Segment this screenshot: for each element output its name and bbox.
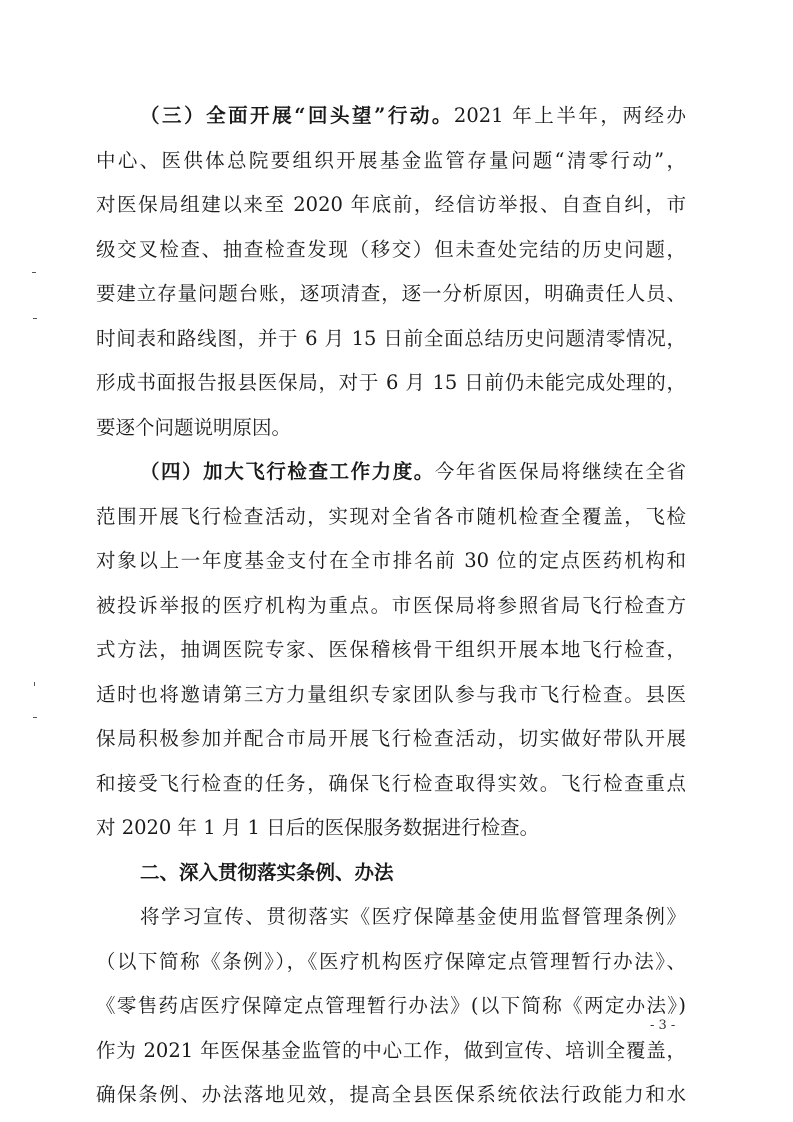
section-b-line-1: 将学习宣传、贯彻落实《医疗保障基金使用监督管理条例》 [140,905,686,928]
section3-line-5: 要建立存量问题台账，逐项清查，逐一分析原因，明确责任人员、 [96,282,686,305]
binding-mark [34,682,35,686]
section4-line-9: 对 2020 年 1 月 1 日后的医保服务数据进行检查。 [96,816,540,839]
section4-line-2: 范围开展飞行检查活动，实现对全省各市随机检查全覆盖，飞检 [96,505,686,528]
binding-mark [33,318,37,319]
section-b-line-5: 确保条例、办法落地见效，提高全县医保系统依法行政能力和水 [96,1083,686,1106]
section3-line-1 [140,103,686,129]
section3-line-8: 要逐个问题说明原因。 [96,416,292,439]
section3-text: 2021 年上半年，两经办 [453,104,687,127]
section-b-line-3: 《零售药店医疗保障定点管理暂行办法》(以下简称《两定办法》) [96,994,686,1017]
section-b-line-4: 作为 2021 年医保基金监管的中心工作，做到宣传、培训全覆盖， [96,1039,686,1062]
section4-line-5: 式方法，抽调医院专家、医保稽核骨干组织开展本地飞行检查， [96,638,686,661]
section4-lead: （四）加大飞行检查工作力度。 [140,460,435,483]
section4-line-6: 适时也将邀请第三方力量组织专家团队参与我市飞行检查。县医 [96,683,686,706]
section4-text: 今年省医保局将继续在全省 [434,460,686,483]
section4-line-3: 对象以上一年度基金支付在全市排名前 30 位的定点医药机构和 [96,549,686,572]
section3-line-4: 级交叉检查、抽查检查发现（移交）但未查处完结的历史问题， [96,238,686,261]
section4-line-7: 保局积极参加并配合市局开展飞行检查活动，切实做好带队开展 [96,727,686,750]
section4-line-1 [140,459,686,485]
binding-mark [32,272,36,273]
page-number: - 3 - [650,1018,676,1033]
section4-line-4: 被投诉举报的医疗机构为重点。市医保局将参照省局飞行检查方 [96,594,686,617]
binding-mark [33,717,37,718]
section3-line-2: 中心、医供体总院要组织开展基金监管存量问题“清零行动”， [96,149,686,172]
section3-line-7: 形成书面报告报县医保局，对于 6 月 15 日前仍未能完成处理的， [96,371,686,394]
section-b-line-2: （以下简称《条例》），《医疗机构医疗保障定点管理暂行办法》、 [96,950,686,973]
section3-line-6: 时间表和路线图，并于 6 月 15 日前全面总结历史问题清零情况， [96,327,686,350]
section-heading-2: 二、深入贯彻落实条例、办法 [140,861,394,884]
section3-lead: （三）全面开展“回头望”行动。 [140,104,454,127]
section4-line-8: 和接受飞行检查的任务，确保飞行检查取得实效。飞行检查重点 [96,772,686,795]
section3-line-3: 对医保局组建以来至 2020 年底前，经信访举报、自查自纠，市 [96,193,686,216]
